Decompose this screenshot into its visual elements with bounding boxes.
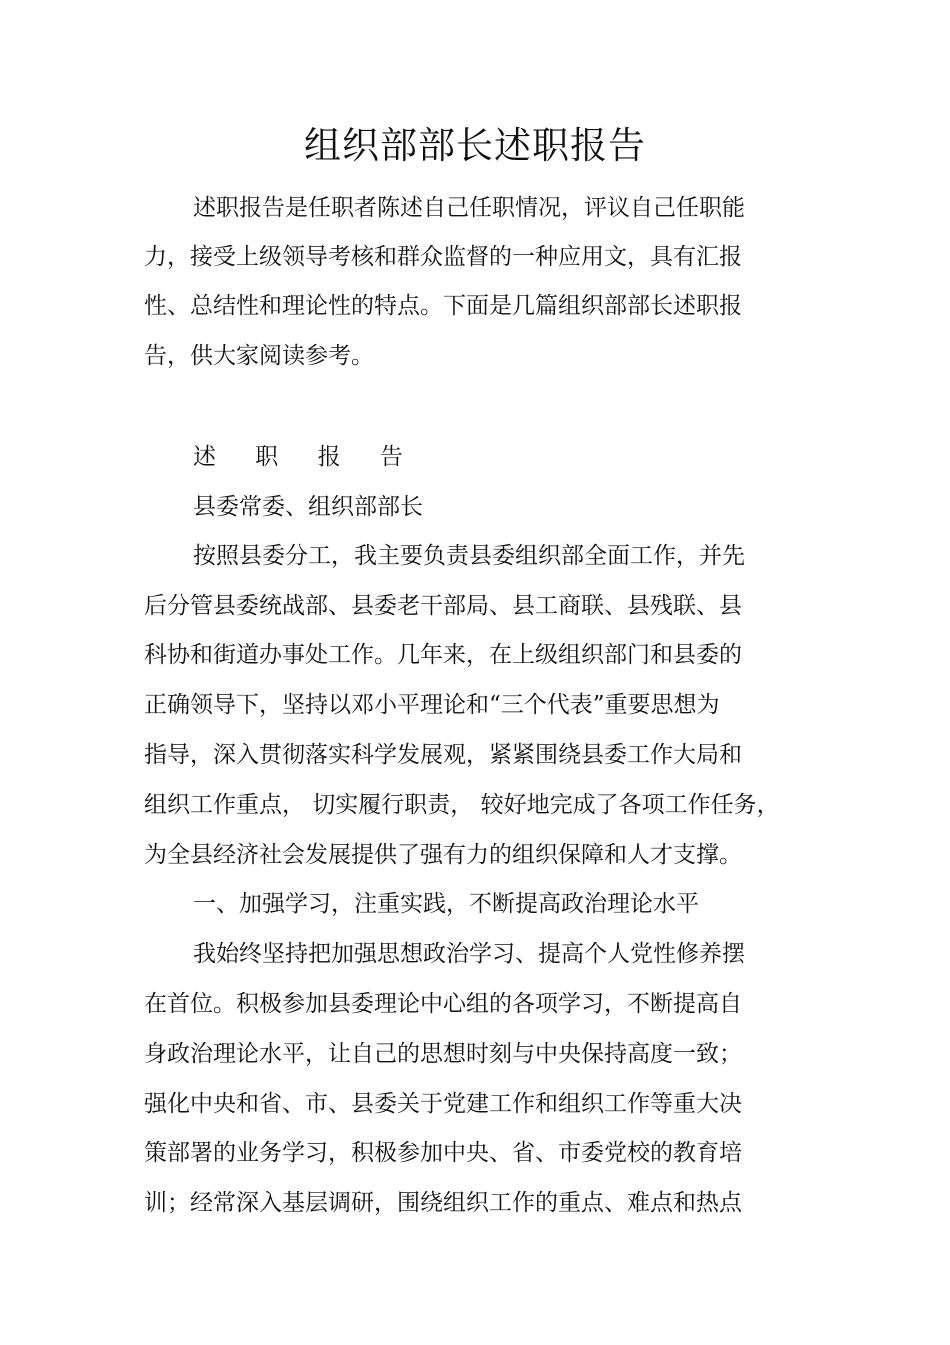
author-line: 县委常委、组织部部长	[193, 494, 423, 520]
paragraph-line: 强化中央和省、市、县委关于党建工作和组织工作等重大决	[144, 1091, 742, 1117]
paragraph-line: 按照县委分工，我主要负责县委组织部全面工作，并先	[193, 543, 745, 569]
intro-line: 性、总结性和理论性的特点。下面是几篇组织部部长述职报	[144, 293, 742, 319]
paragraph-line: 指导，深入贯彻落实科学发展观，紧紧围绕县委工作大局和	[144, 742, 742, 768]
paragraph-line: 我始终坚持把加强思想政治学习、提高个人党性修养摆	[193, 941, 745, 967]
paragraph-line: 后分管县委统战部、县委老干部局、县工商联、县残联、县	[144, 593, 742, 619]
paragraph-line: 训；经常深入基层调研，围绕组织工作的重点、难点和热点	[144, 1190, 742, 1216]
paragraph-line: 策部署的业务学习，积极参加中央、省、市委党校的教育培	[144, 1140, 742, 1166]
paragraph-line: 正确领导下，坚持以邓小平理论和“三个代表”重要思想为	[144, 692, 720, 718]
paragraph-line: 身政治理论水平，让自己的思想时刻与中央保持高度一致；	[144, 1041, 742, 1067]
paragraph-line: 组织工作重点， 切实履行职责， 较好地完成了各项工作任务，	[144, 792, 780, 818]
paragraph-line: 科协和街道办事处工作。几年来，在上级组织部门和县委的	[144, 642, 742, 668]
intro-line: 力，接受上级领导考核和群众监督的一种应用文，具有汇报	[144, 244, 742, 270]
intro-line: 告，供大家阅读参考。	[144, 343, 374, 369]
document-title: 组织部部长述职报告	[304, 124, 646, 167]
report-heading: 述 职 报 告	[193, 444, 419, 470]
intro-line: 述职报告是任职者陈述自己任职情况，评议自己任职能	[193, 195, 745, 221]
paragraph-line: 在首位。积极参加县委理论中心组的各项学习，不断提高自	[144, 991, 742, 1017]
paragraph-line: 为全县经济社会发展提供了强有力的组织保障和人才支撑。	[144, 842, 742, 868]
section-heading: 一、加强学习，注重实践，不断提高政治理论水平	[193, 891, 699, 917]
